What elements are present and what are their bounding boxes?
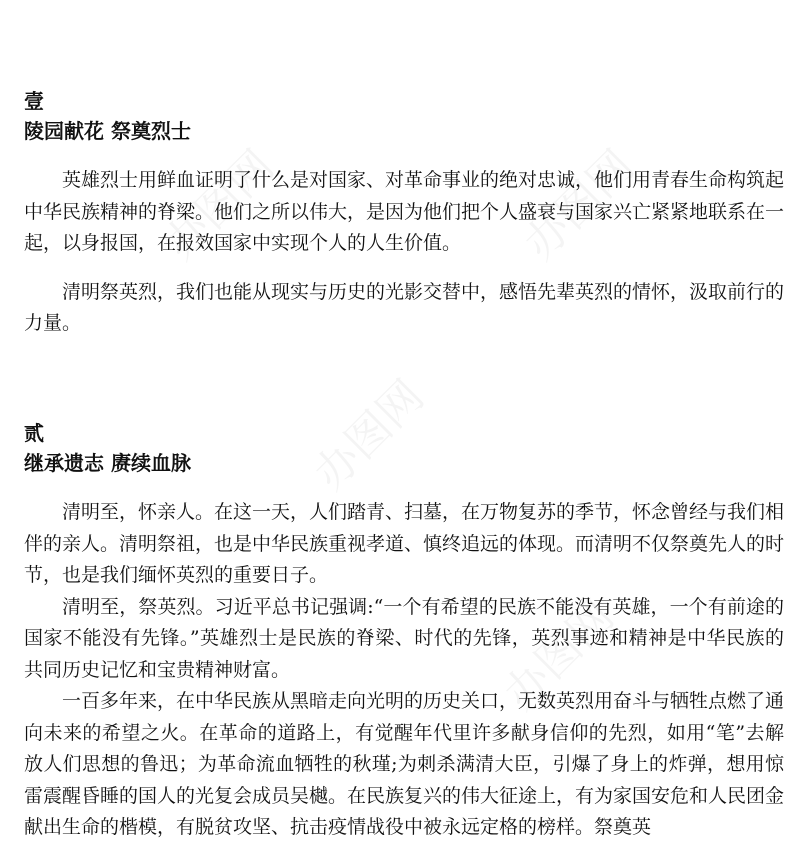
- section-one-number: 壹: [24, 89, 44, 113]
- section-one: [24, 86, 784, 340]
- section-two-number: 贰: [24, 421, 44, 445]
- section-one-title: 陵园献花 祭奠烈士: [24, 119, 191, 143]
- section-two: [24, 418, 784, 844]
- section-two-paragraph: 一百多年来，在中华民族从黑暗走向光明的历史关口，无数英烈用奋斗与牺牲点燃了通向未来的希望之火。在革命的道路上，有觉醒年代里许多献身信仰的先烈，如用“笔”去解放人们思想的鲁迅；为革命流血牺牲的秋瑾;为刺杀满清大臣，引爆了身上的炸弹，想用惊雷震醒昏睡的国人的光复会成员吴樾。在民族复兴的伟大征途上，有为家国安危和人民团金献出生命的楷模，有脱贫攻坚、抗击疫情战役中被永远定格的榜样。祭奠英: [24, 690, 785, 838]
- section-two-title: 继承遗志 赓续血脉: [24, 451, 191, 475]
- section-two-paragraph: 清明至，怀亲人。在这一天，人们踏青、扫墓，在万物复苏的季节，怀念曾经与我们相伴的亲人。清明祭祖，也是中华民族重视孝道、慎终追远的体现。而清明不仅祭奠先人的时节，也是我们缅怀英烈的重要日子。: [24, 501, 785, 586]
- section-one-paragraph: 清明祭英烈，我们也能从现实与历史的光影交替中，感悟先辈英烈的情怀，汲取前行的力量。: [24, 280, 785, 334]
- section-two-paragraph: 清明至，祭英烈。习近平总书记强调:“一个有希望的民族不能没有英雄，一个有前途的国家不能没有先锋。”英雄烈士是民族的脊梁、时代的先锋，英烈事迹和精神是中华民族的共同历史记忆和宝贵精神财富。: [24, 595, 784, 681]
- section-one-paragraph: 英雄烈士用鲜血证明了什么是对国家、对革命事业的绝对忠诚，他们用青春生命构筑起中华民族精神的脊梁。他们之所以伟大，是因为他们把个人盛衰与国家兴亡紧紧地联系在一起，以身报国，在报效国家中实现个人的人生价值。: [24, 169, 785, 254]
